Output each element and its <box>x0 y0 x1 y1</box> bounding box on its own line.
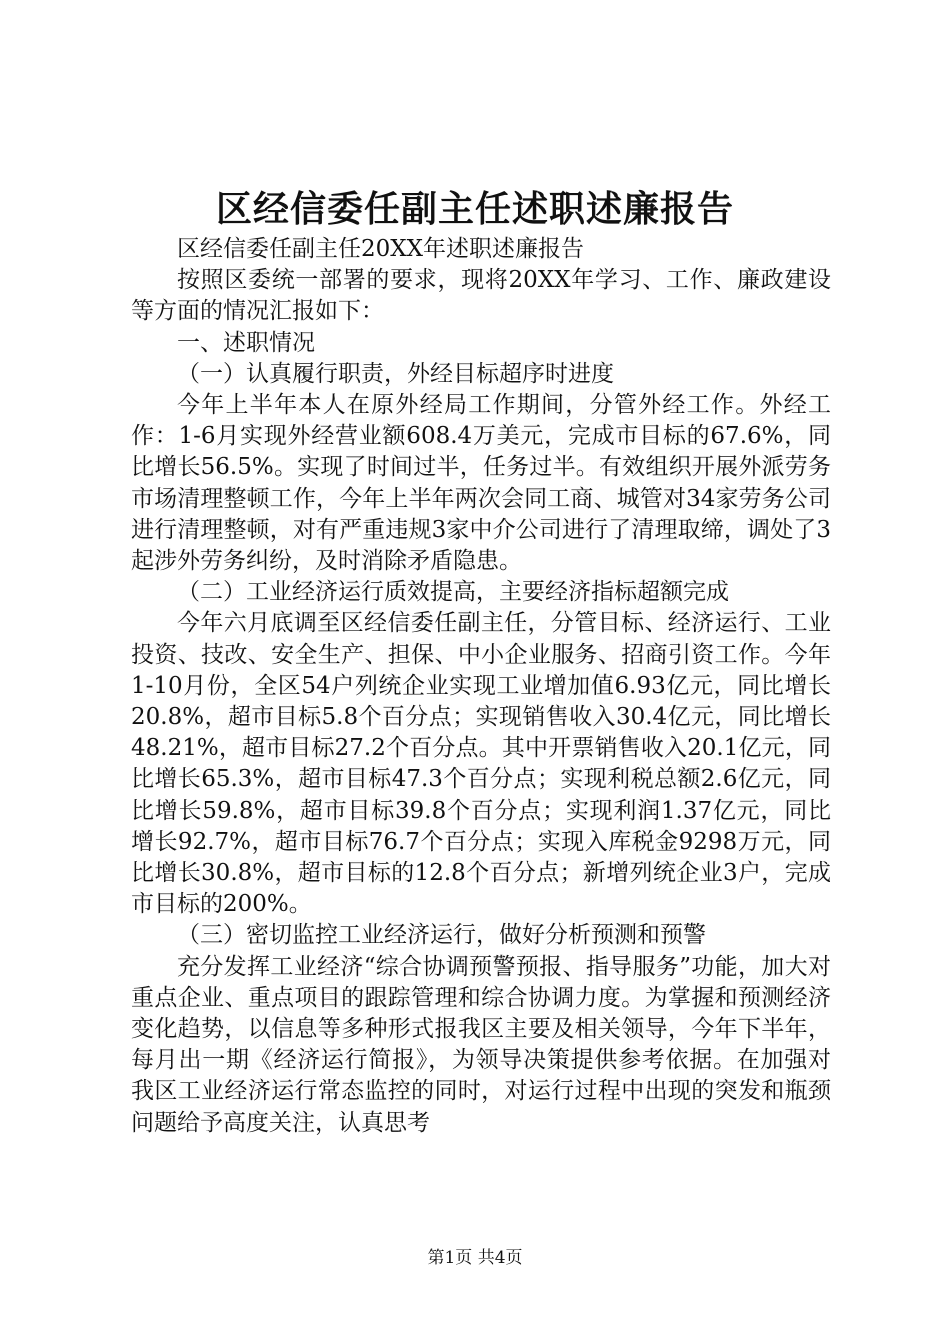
paragraph-subtitle: 区经信委任副主任20XX年述职述廉报告 <box>177 236 585 262</box>
document-title: 区经信委任副主任述职述廉报告 <box>215 188 734 230</box>
paragraph-foreign-economy: 今年上半年本人在原外经局工作期间，分管外经工作。外经工作：1-6月实现外经营业额608.4万美元，完成市目标的67.6%，同比增长56.5%。实现了时间过半，任务过半。有效组织开展外派劳务市场清理整顿工作，今年上半年两次会同工商、城管对34家劳务公司进行清理整顿，对有严重违规3家中介公司进行了清理取缔，调处了3起涉外劳务纠纷，及时消除矛盾隐患。 <box>131 392 831 575</box>
paragraph-intro: 按照区委统一部署的要求，现将20XX年学习、工作、廉政建设等方面的情况汇报如下： <box>131 267 831 325</box>
page-footer: 第1页 共4页 <box>427 1248 523 1268</box>
subsection-heading-1: （一）认真履行职责，外经目标超序时进度 <box>177 360 614 387</box>
subsection-heading-3: （三）密切监控工业经济运行，做好分析预测和预警 <box>177 922 706 949</box>
document-body <box>131 234 831 1139</box>
section-heading-1: 一、述职情况 <box>177 329 315 356</box>
paragraph-industrial-economy: 今年六月底调至区经信委任副主任，分管目标、经济运行、工业投资、技改、安全生产、担保、中小企业服务、招商引资工作。今年1-10月份，全区54户列统企业实现工业增加值6.93亿元，同比增长20.8%，超市目标5.8个百分点；实现销售收入30.4亿元，同比增长48.21%，超市目标27.2个百分点。其中开票销售收入20.1亿元，同比增长65.3%，超市目标47.3个百分点；实现利税总额2.6亿元，同比增长59.8%，超市目标39.8个百分点；实现利润1.37亿元，同比增长92.7%，超市目标76.7个百分点；实现入库税金9298万元，同比增长30.8%，超市目标的12.8个百分点；新增列统企业3户，完成市目标的200%。 <box>131 610 831 918</box>
paragraph-monitoring: 充分发挥工业经济“综合协调预警预报、指导服务”功能，加大对重点企业、重点项目的跟踪管理和综合协调力度。为掌握和预测经济变化趋势，以信息等多种形式报我区主要及相关领导，今年下半年，每月出一期《经济运行简报》，为领导决策提供参考依据。在加强对我区工业经济运行常态监控的同时，对运行过程中出现的突发和瓶颈问题给予高度关注，认真思考 <box>131 953 831 1136</box>
subsection-heading-2: （二）工业经济运行质效提高，主要经济指标超额完成 <box>177 579 729 606</box>
